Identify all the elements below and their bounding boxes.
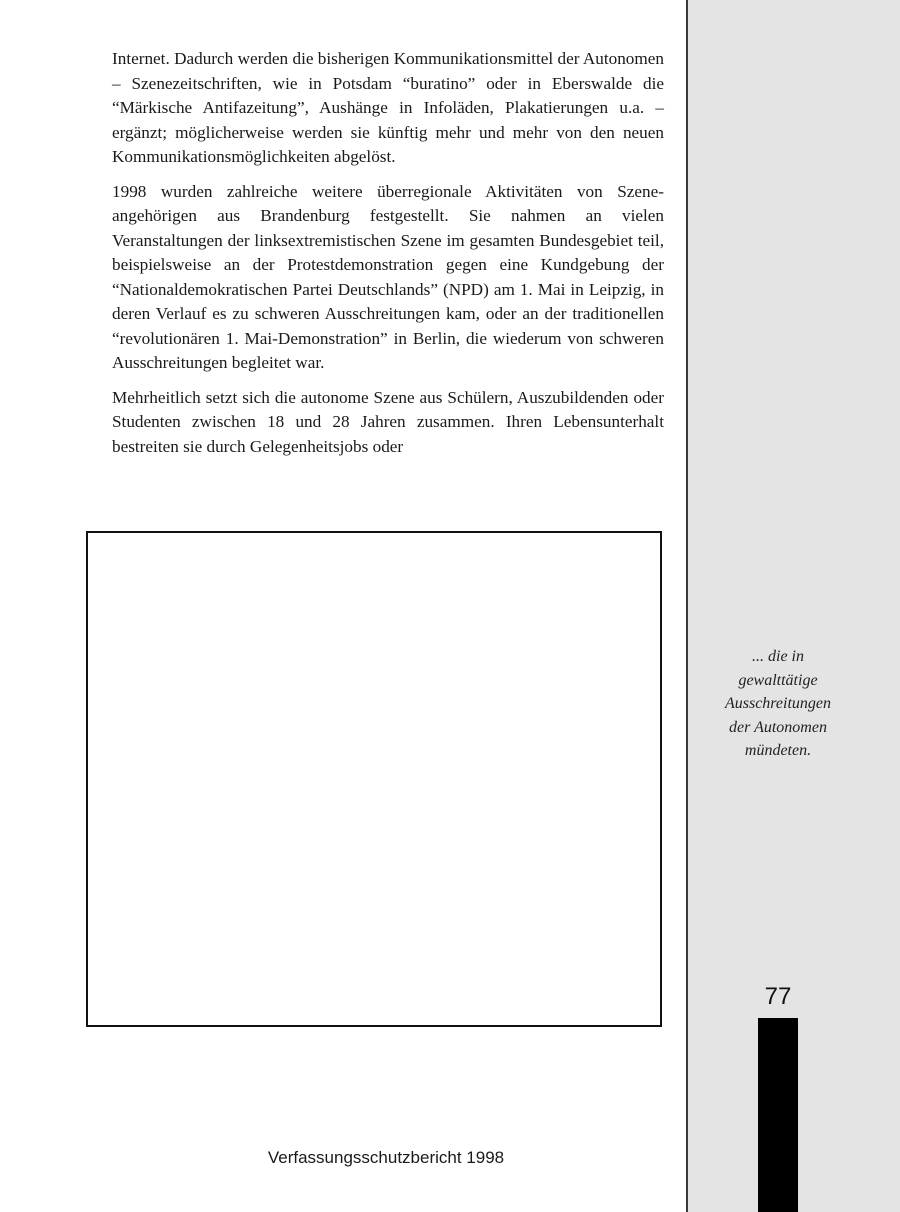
margin-note-line: ... die in bbox=[752, 648, 804, 665]
margin-note-line: mündeten. bbox=[744, 742, 812, 759]
page-footer: Verfassungsschutzbericht 1998 bbox=[267, 1148, 505, 1167]
page-number: 77 bbox=[764, 983, 792, 1010]
figure-placeholder-frame bbox=[86, 531, 662, 1027]
paragraph-1: Internet. Dadurch werden die bisherigen Kommunikationsmittel der Autonomen – Szenezeitschriften, wie in Potsdam “buratino” oder in Eberswalde die “Märkische Antifazeitung”, Aushänge in Infoläden, Plakatierungen u.a. – ergänzt; möglicherweise werden sie künftig mehr und mehr von den neuen Kommunikationsmöglichkeiten abgelöst. bbox=[112, 49, 664, 166]
thumb-index-bar bbox=[758, 1018, 798, 1212]
paragraph-3: Mehrheitlich setzt sich die autonome Szene aus Schülern, Auszubildenden oder Studenten zwischen 18 und 28 Jahren zusammen. Ihren Lebensunterhalt bestreiten sie durch Gelegenheitsjobs oder bbox=[112, 387, 664, 456]
margin-note bbox=[694, 645, 862, 763]
margin-note-line: Ausschreitungen bbox=[724, 695, 832, 712]
paragraph-2: 1998 wurden zahlreiche weitere überregionale Aktivitäten von Szeneangehörigen aus Brandenburg festgestellt. Sie nahmen an vielen Veranstaltungen der linksextremistischen Szene im gesamten Bundesgebiet teil, beispielsweise an der Protestdemonstration gegen eine Kundgebung der “Nationaldemokratischen Partei Deutschlands” (NPD) am 1. Mai in Leipzig, in deren Verlauf es zu schweren Ausschreitungen kam, oder an der traditionellen “revolutionären 1. Mai-Demonstration” in Berlin, die wiederum von schweren Ausschreitungen begleitet war. bbox=[112, 181, 664, 372]
body-text bbox=[112, 47, 664, 469]
margin-note-line: der Autonomen bbox=[729, 718, 827, 736]
margin-note-line: gewalttätige bbox=[738, 671, 818, 689]
